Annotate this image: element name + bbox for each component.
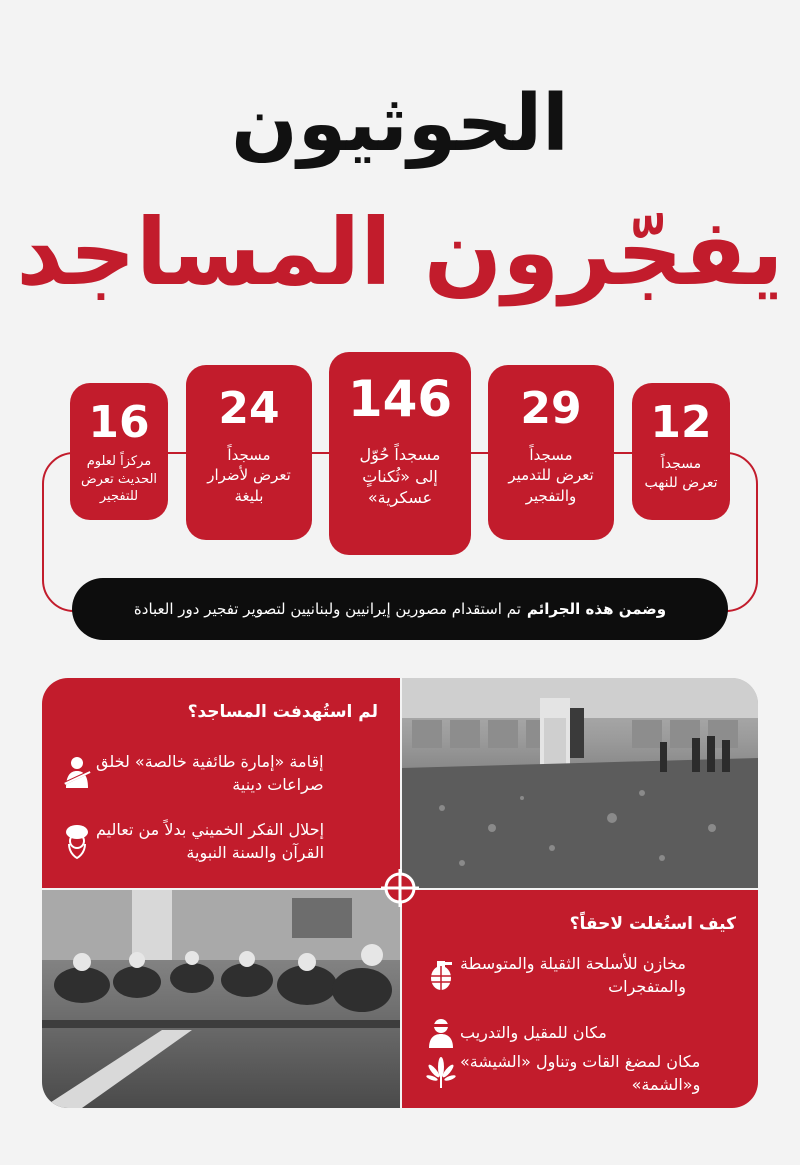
how-item-line: مكان لمضغ القات وتناول «الشيشة» <box>460 1052 701 1071</box>
stat-label: مسجداً <box>227 446 271 464</box>
mosque-rubble-photo <box>402 678 758 888</box>
how-used-section <box>402 890 758 1108</box>
why-item-line: القرآن والسنة النبوية <box>186 843 325 863</box>
why-item-line: صراعات دينية <box>232 775 324 795</box>
stat-label: تعرض للنهب <box>644 474 718 491</box>
why-item-sectarian <box>50 750 380 796</box>
stat-label: مسجداً <box>529 446 573 464</box>
how-item-training <box>414 1014 744 1052</box>
stat-label: تعرض للتدمير <box>508 466 594 485</box>
how-item-line: مكان للمقيل والتدريب <box>460 1023 607 1043</box>
why-targeted-section <box>42 678 400 888</box>
title-line-2: يفجّرون المساجد <box>16 199 784 306</box>
stat-label: للتفجير <box>99 489 139 505</box>
stat-label: مسجداً <box>660 456 702 472</box>
stat-label: مسجداً حُوّل <box>359 445 441 464</box>
banner-text: تم استقدام مصورين إيرانيين ولبنانيين لتصوير تفجير دور العبادة <box>133 600 521 618</box>
stat-card-barracks <box>329 352 471 555</box>
stat-label: تعرض لأضرار <box>207 466 291 485</box>
gunman-icon <box>58 754 96 792</box>
how-item-line: و«الشمة» <box>631 1075 701 1095</box>
mosque-interior-illustration <box>402 678 758 888</box>
stat-label: إلى «ثُكناتٍ <box>362 466 438 486</box>
photographers-banner <box>72 578 728 640</box>
how-item-line: والمتفجرات <box>608 977 686 997</box>
stat-number: 29 <box>520 383 582 434</box>
why-item-line: إحلال الفكر الخميني بدلاً من تعاليم <box>96 820 325 839</box>
stat-label: عسكرية» <box>367 488 433 508</box>
gathering-photo <box>42 890 400 1108</box>
title-line-1: الحوثيون <box>231 79 569 169</box>
stat-label: الحديث تعرض <box>80 471 158 487</box>
stat-card-hadith-centers <box>70 383 168 520</box>
stat-label: مركزاً لعلوم <box>86 454 152 469</box>
stat-number: 24 <box>218 383 280 434</box>
how-item-line: مخازن للأسلحة الثقيلة والمتوسطة <box>460 954 686 973</box>
why-targeted-title: لم استُهدفت المساجد؟ <box>187 702 378 722</box>
crosshair-icon <box>381 869 419 907</box>
cleric-icon <box>58 822 96 860</box>
stat-label: بليغة <box>234 486 264 505</box>
stat-card-destroyed <box>488 365 614 540</box>
stat-card-looted <box>632 383 730 520</box>
how-item-weapons <box>414 952 744 998</box>
stat-label: والتفجير <box>525 486 577 505</box>
stat-number: 16 <box>88 397 150 448</box>
why-item-khomeini <box>50 818 380 864</box>
men-sitting-illustration <box>42 890 400 1108</box>
stat-number: 12 <box>650 397 712 448</box>
cannabis-leaf-icon <box>422 1054 460 1092</box>
how-item-qat <box>414 1050 744 1096</box>
how-used-title: كيف استُغلت لاحقاً؟ <box>569 914 736 934</box>
banner-bold-text: وضمن هذه الجرائم <box>526 600 667 618</box>
why-item-line: إقامة «إمارة طائفية خالصة» لخلق <box>96 752 324 771</box>
grenade-icon <box>422 956 460 994</box>
stat-number: 146 <box>347 370 453 428</box>
militant-icon <box>422 1014 460 1052</box>
stat-card-damaged <box>186 365 312 540</box>
